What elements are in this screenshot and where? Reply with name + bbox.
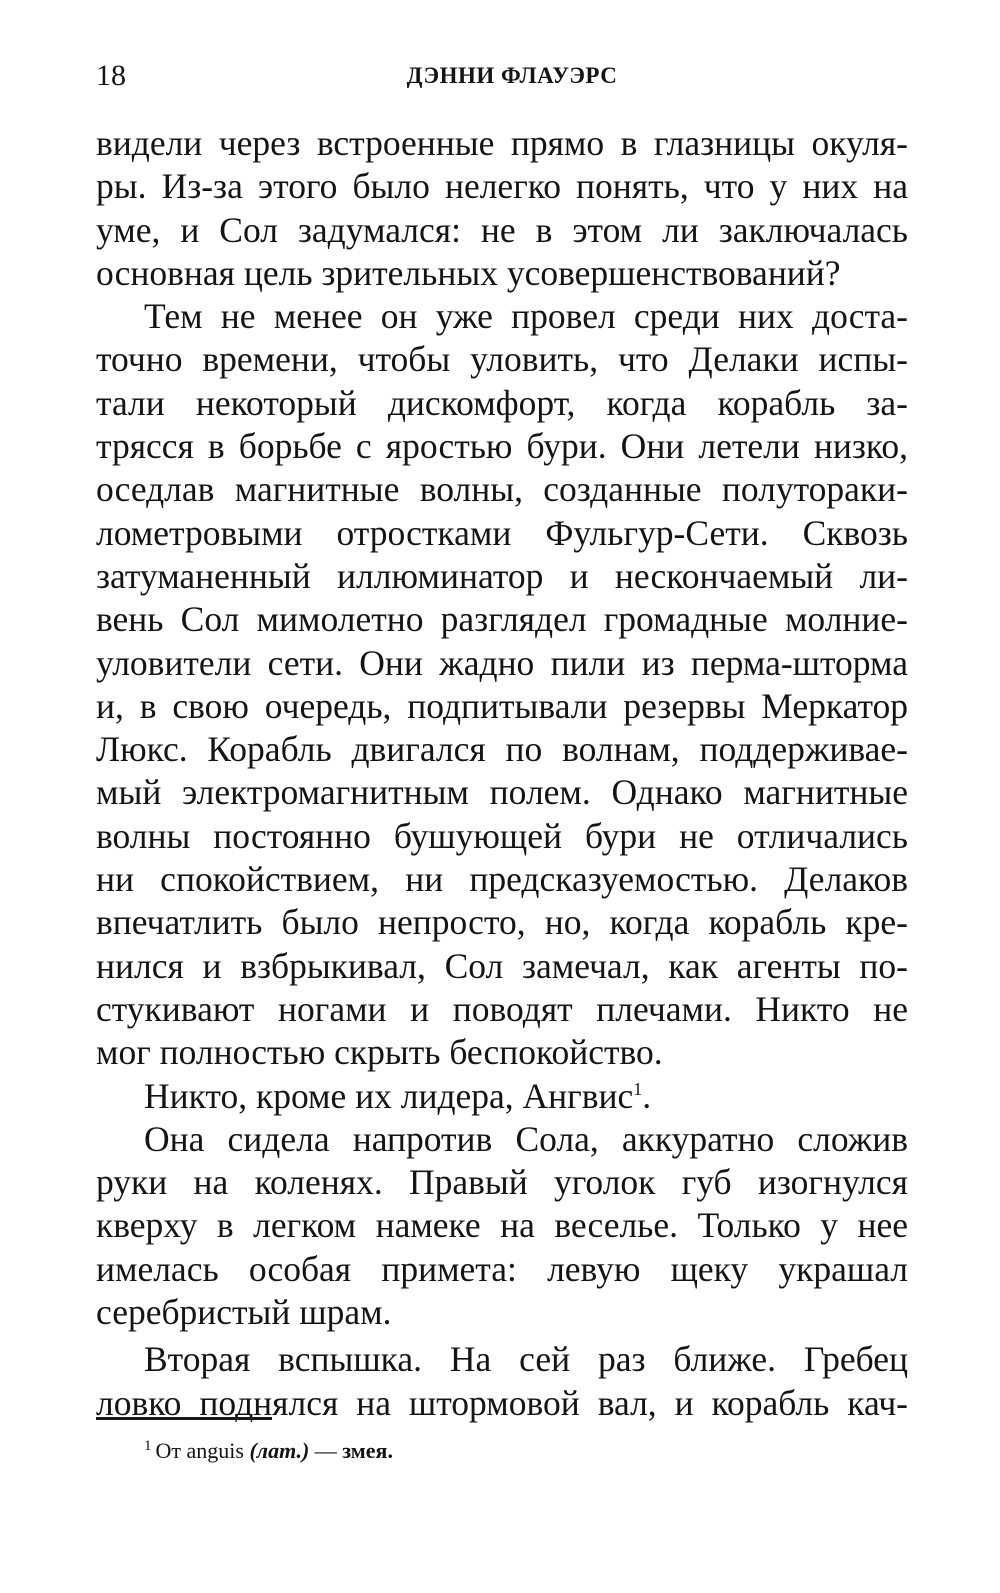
text-line: и, в свою очередь, подпитывали резервы Меркатор — [96, 685, 908, 726]
footnote-reference: 1 — [633, 1078, 643, 1099]
text-line: оседлав магнитные волны, созданные полутораки- — [96, 469, 908, 510]
running-title: ДЭННИ ФЛАУЭРС — [406, 63, 618, 88]
text-line: мог полностью скрыть беспокойство. — [96, 1032, 663, 1073]
footnote-mark: 1 — [144, 1437, 152, 1454]
text-line: ни спокойствием, ни предсказуемостью. Делаков — [96, 859, 908, 900]
text-line — [96, 1075, 908, 1118]
body-text — [96, 122, 908, 1425]
text-line: Люкс. Корабль двигался по волнам, поддерживае- — [96, 729, 908, 770]
text-line: мый электромагнитным полем. Однако магнитные — [96, 772, 908, 813]
text-line: волны постоянно бушующей бури не отличались — [96, 815, 908, 856]
running-head — [96, 56, 908, 96]
text-line: нился и взбрыкивал, Сол замечал, как агенты по- — [96, 945, 908, 986]
text-line-content: Никто, кроме их лидера, Ангвис — [144, 1075, 634, 1116]
text-line: Вторая вспышка. На сей раз ближе. Гребец — [144, 1339, 908, 1380]
footnote — [144, 1436, 393, 1466]
text-line: трясся в борьбе с яростью бури. Они летели низко, — [96, 426, 908, 467]
text-line: стукивают ногами и поводят плечами. Никто не — [96, 988, 908, 1029]
footnote-dash: — — [309, 1438, 343, 1463]
page-number: 18 — [96, 59, 126, 92]
text-line: тали некоторый дискомфорт, когда корабль за- — [96, 382, 908, 423]
text-line: кверху в легком намеке на веселье. Только у нее — [96, 1205, 908, 1246]
footnote-language: (лат.) — [249, 1438, 310, 1463]
text-line: основная цель зрительных усовершенствований? — [96, 252, 841, 293]
text-line: затуманенный иллюминатор и нескончаемый ли- — [96, 555, 908, 596]
text-line: ловко поднялся на штормовой вал, и корабль кач- — [96, 1382, 908, 1423]
text-line: видели через встроенные прямо в глазницы окуля- — [96, 123, 908, 163]
footnote-prefix: От anguis — [155, 1438, 250, 1463]
text-line: руки на коленях. Правый уголок губ изогнулся — [96, 1162, 908, 1203]
text-line: впечатлить было непросто, но, когда корабль кре- — [96, 902, 908, 943]
text-line: Она сидела напротив Сола, аккуратно сложив — [144, 1118, 908, 1159]
text-line: имелась особая примета: левую щеку украшал — [96, 1248, 908, 1289]
text-line: уловители сети. Они жадно пили из перма-шторма — [96, 642, 908, 683]
text-line: точно времени, чтобы уловить, что Делаки испы- — [96, 339, 908, 380]
text-line: уме, и Сол задумался: не в этом ли заключалась — [96, 209, 908, 250]
footnote-translation: змея. — [342, 1438, 393, 1463]
text-line-tail: . — [642, 1075, 652, 1116]
text-line: серебристый шрам. — [96, 1292, 392, 1333]
text-line: ры. Из-за этого было нелегко понять, что у них на — [96, 166, 908, 207]
text-line: лометровыми отростками Фульгур-Сети. Сквозь — [96, 512, 908, 553]
text-line: Тем не менее он уже провел среди них доста- — [144, 296, 908, 337]
footnote-divider — [96, 1417, 272, 1420]
text-line: вень Сол мимолетно разглядел громадные молние- — [96, 599, 908, 640]
